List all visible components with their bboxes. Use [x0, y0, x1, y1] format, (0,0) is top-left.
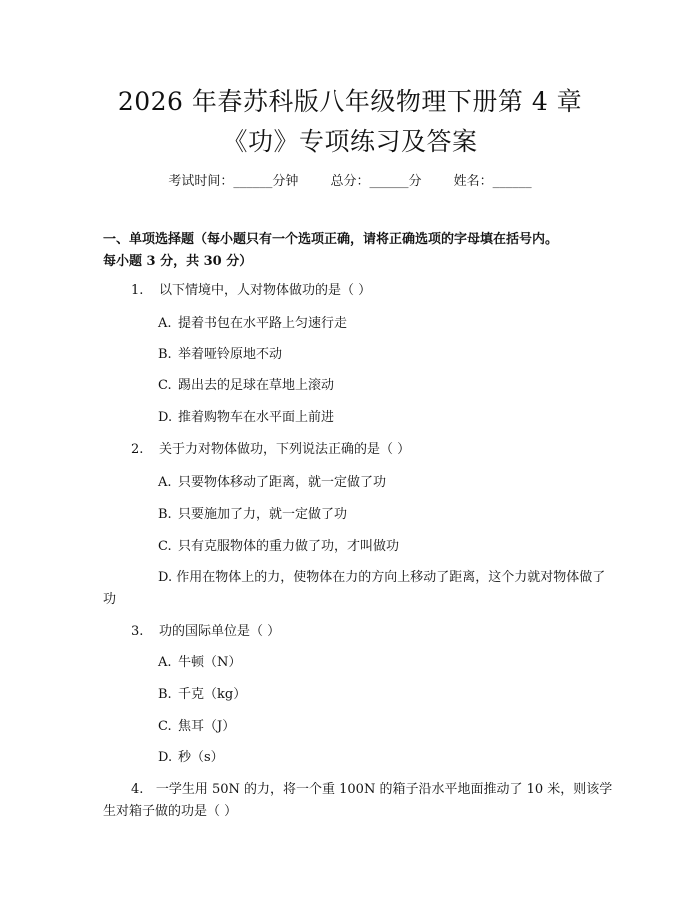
option-text: 提着书包在水平路上匀速行走 [178, 316, 348, 331]
option-letter: B. [158, 507, 172, 522]
option-letter: B. [158, 347, 172, 362]
name-field: 姓名：______ [453, 174, 532, 189]
option-letter: D. [158, 750, 173, 765]
question-text: 以下情境中，人对物体做功的是（ ） [159, 283, 372, 298]
q3-option-a [158, 652, 608, 674]
q3-option-d [158, 747, 608, 769]
option-letter: C. [158, 539, 172, 554]
question-text: 关于力对物体做功，下列说法正确的是（ ） [159, 442, 411, 457]
option-letter: A. [158, 475, 172, 490]
option-text: 只要施加了力，就一定做了功 [178, 507, 348, 522]
option-text: 焦耳（J） [178, 719, 236, 734]
q1-option-a [158, 313, 608, 335]
q2-option-b [158, 504, 608, 526]
q1-option-d [158, 407, 608, 429]
exam-time-field: 考试时间：______分钟 [168, 174, 299, 189]
option-letter: A. [158, 316, 172, 331]
document-title-line2: 《功》专项练习及答案 [222, 127, 478, 156]
question-1 [131, 280, 601, 302]
question-4 [103, 779, 613, 823]
q2-option-c [158, 536, 608, 558]
question-2 [131, 439, 601, 461]
option-text: 秒（s） [178, 750, 224, 765]
option-text: 只有克服物体的重力做了功，才叫做功 [178, 539, 400, 554]
document-title-line1: 2026 年春苏科版八年级物理下册第 4 章 [117, 87, 583, 116]
question-text: 一学生用 50N 的力，将一个重 100N 的箱子沿水平地面推动了 10 米，则该学生对箱子做的功是（ ） [103, 782, 613, 819]
option-letter: D. [158, 410, 173, 425]
q1-option-c [158, 375, 608, 397]
section-heading-line2: 每小题 3 分，共 30 分） [103, 254, 253, 269]
option-letter: B. [158, 687, 172, 702]
section-heading-line1: 一、单项选择题（每小题只有一个选项正确，请将正确选项的字母填在括号内。 [103, 232, 559, 247]
exam-info [0, 170, 700, 189]
question-3 [131, 621, 601, 643]
section-heading [103, 229, 613, 273]
q3-option-b [158, 684, 608, 706]
q2-option-d [103, 567, 613, 611]
question-number: 4. [131, 782, 144, 797]
q1-option-b [158, 344, 608, 366]
option-text: 作用在物体上的力，使物体在力的方向上移动了距离，这个力就对物体做了功 [103, 570, 606, 607]
question-number: 1. [131, 283, 144, 298]
option-text: 只要物体移动了距离，就一定做了功 [178, 475, 387, 490]
option-letter: C. [158, 719, 172, 734]
total-score-field: 总分：______分 [330, 174, 422, 189]
question-number: 2. [131, 442, 144, 457]
option-text: 千克（kg） [178, 687, 247, 702]
option-text: 举着哑铃原地不动 [178, 347, 283, 362]
option-text: 推着购物车在水平面上前进 [178, 410, 335, 425]
option-text: 牛顿（N） [178, 655, 242, 670]
question-number: 3. [131, 624, 144, 639]
option-letter: A. [158, 655, 172, 670]
q3-option-c [158, 716, 608, 738]
option-letter: C. [158, 378, 172, 393]
question-text: 功的国际单位是（ ） [159, 624, 281, 639]
q2-option-a [158, 472, 608, 494]
option-letter: D. [158, 570, 173, 585]
option-text: 踢出去的足球在草地上滚动 [178, 378, 335, 393]
